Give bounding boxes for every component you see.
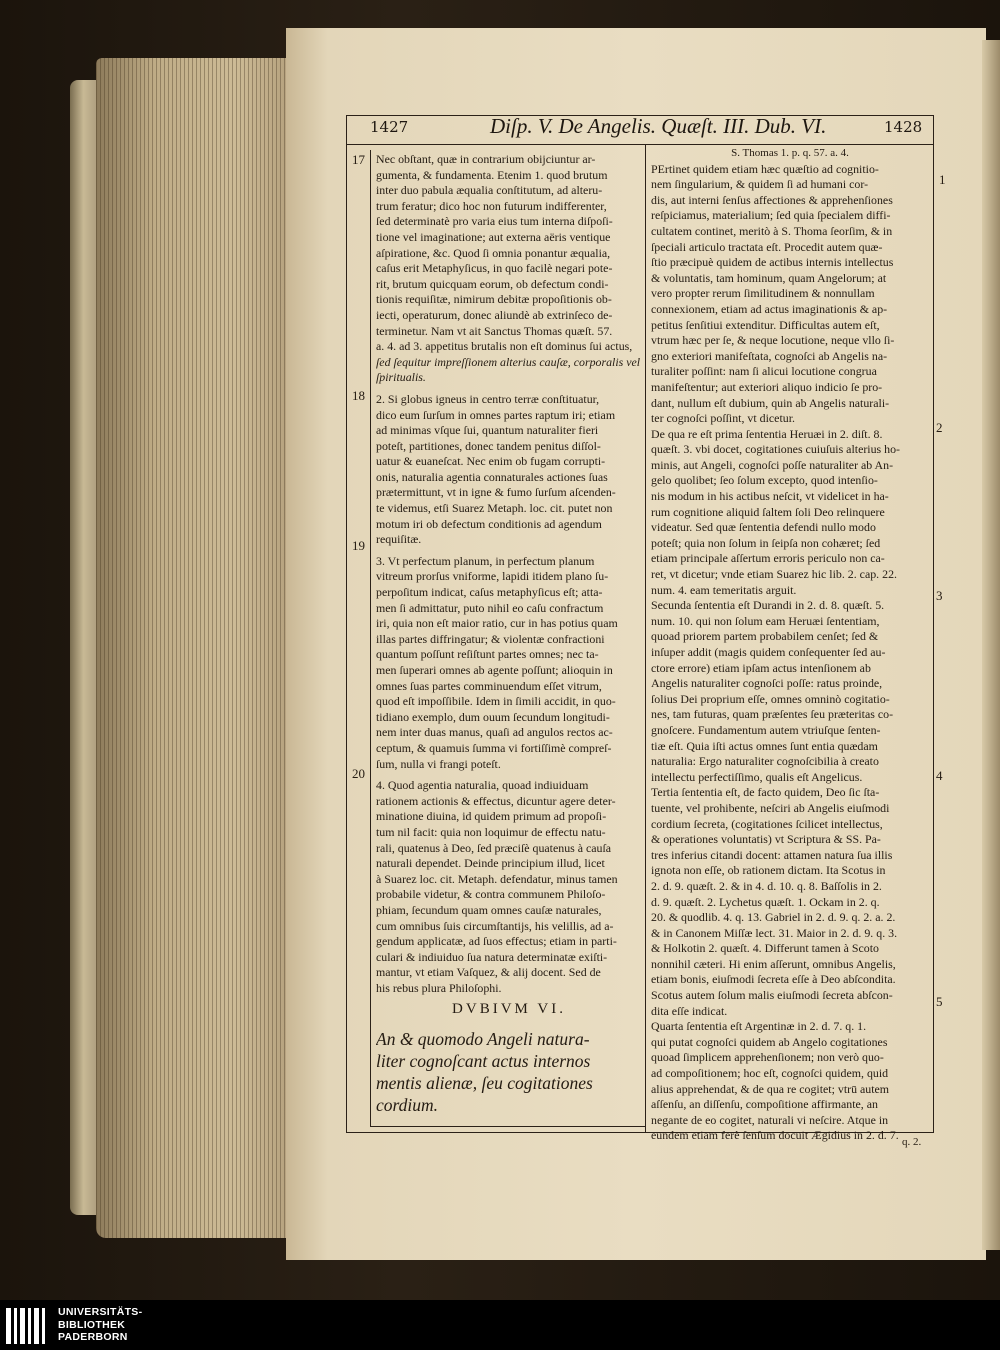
text-line: alius apprehendat, & de qua re cogitet; vtrū autem [651,1081,890,1096]
text-line: rit, brutum quicquam eorum, ob defectum condi- [376,276,609,291]
text-line: num. 10. qui non ſolum eam Heruæi ſententiam, [651,613,880,628]
margin-number: 18 [352,388,365,403]
text-line: ſpiritualis. [376,370,426,385]
column-divider [645,145,646,1133]
text-line: culari & indiuiduo ſua natura determinatæ exiſti- [376,949,608,964]
text-line: ſum, nulla vi frangi poteſt. [376,756,501,771]
text-line: a. 4. ad 3. appetitus brutalis non eſt dominus ſui actus, [376,339,633,354]
text-line: his rebus plura Philoſophi. [376,980,502,995]
text-line: men ſi admittatur, puto nihil eo caſu confractum [376,600,604,615]
margin-number: 1 [939,172,946,187]
margin-number: 5 [936,994,943,1009]
text-line: omnes ſuas partes comminuendum eſſet vitrum, [376,678,602,693]
text-line: ignota non eſſe, ob rationem dictam. Ita Scotus in [651,863,886,878]
text-line: men ſuperari omnes ab agente poſſunt; alioquin in [376,663,613,677]
text-line: caſus erit Metaphyſicus, in quo facilè negari pote- [376,261,613,276]
library-logo-icon [6,1308,50,1344]
text-line: ctore errore) etiam ipſam actus intenſionem ab [651,660,871,675]
text-line: ad compoſitionem; hoc eſt, cognoſci quidem, quid [651,1066,889,1081]
text-line: tum nil facit: quia non loquimur de effectu natu- [376,824,606,839]
text-line: trum feratur; dico hoc non futurum indifferenter, [376,198,607,213]
text-line: 20. & quodlib. 4. q. 13. Gabriel in 2. d. 9. q. 2. a. 2. [651,910,896,925]
text-line: nem ſingularium, & quidem ſi ad humani cor- [651,177,869,192]
text-line: manifeſtentur; aut exteriori aliquo indicio ſe pro- [651,379,883,394]
left-column-bottom-rule [370,1126,646,1127]
text-line: phiam, ſecundum quam omnes cauſæ naturales, [376,902,602,917]
text-line: onis, naturalia agentia connaturales actiones ſuas [376,469,608,484]
text-line: minatione diuina, id quidem primum ad propoſi- [376,809,607,824]
text-line: gumenta, & fundamenta. Etenim 1. quod brutum [376,167,608,182]
text-line: requiſitæ. [376,532,422,547]
text-line: connexionem, etiam ad actus imaginationis & ap- [651,301,888,316]
text-line: rationem actionis & effectus, dicuntur agere deter- [376,793,616,808]
text-line: mantur, vt etiam Vaſquez, & alij docent. Sed de [376,965,601,980]
text-line: quod eſt impoſſibile. Idem in ſimili accidit, in quo- [376,694,616,709]
text-line: ſolius Dei proprium eſſe, omnes omninò cogitatio- [651,691,890,706]
text-line: probabile videtur, & contra communem Philoſo- [376,887,606,902]
margin-number: 2 [936,420,943,435]
margin-number: 3 [936,588,943,603]
left-column [376,152,642,1116]
text-line: intellectu perfectiſſimo, qualis eſt Angelicus. [651,769,863,784]
text-line: & Holkotin 2. quæſt. 4. Differunt tamen à Scoto [651,941,879,956]
text-line: Tertia ſententia eſt, de facto quidem, Deo ſic ſta- [651,785,880,800]
reference-line: S. Thomas 1. p. q. 57. a. 4. [731,147,849,159]
text-line: naturali dependet. Deinde principium illud, licet [376,856,605,871]
text-line: dita eſſe indicat. [651,1003,728,1018]
question-line: An & quomodo Angeli natura- [376,1029,590,1050]
text-line: naturalia: Ergo naturaliter cognoſcibilia à creato [651,754,879,769]
logo-line: UNIVERSITÄTS- [58,1306,143,1318]
text-line: vitreum prorſus vniforme, lapidi itidem plano ſu- [376,569,609,584]
text-line: inſuper addit (magis quidem conſequenter ſed au- [651,645,886,659]
text-line: nonnihil cæteri. Hi enim aſſerunt, omnibus Angelis, [651,956,896,971]
text-line: rum cognitione aliquid ſaltem ſoli Deo relinquere [651,504,885,519]
text-line: & in Canonem Miſſæ lect. 31. Maior in 2. d. 9. q. 3. [651,925,898,940]
text-line: quæſt. 3. vbi docet, cogitationes cuiuſuis alterius ho- [651,442,901,457]
footer-bar [0,1300,1000,1350]
text-line: gnoſcere. Fundamentum autem vtriuſque ſenten- [651,722,881,737]
text-line: etiam principale aſſertum erroris periculo non ca- [651,551,885,566]
text-line: gendum applicatæ, ad ſuos effectus; etiam in parti- [376,934,617,949]
text-line: Quarta ſententia eſt Argentinæ in 2. d. 7. q. 1. [651,1019,867,1034]
text-line: dant, nullum eſt dubium, quin ab Angelis naturali- [651,395,890,410]
text-line: iri, quia non eſt maior ratio, cur in has potius quam [376,616,618,631]
text-line: ſed ſequitur impreſſionem alterius cauſæ, corporalis vel [376,354,641,369]
text-line: ſtio præcipuè quidem de actibus internis intellectus [651,255,894,270]
text-line: tiæ eſt. Quia iſti actus omnes ſunt entia quædam [651,738,878,753]
text-line: & voluntatis, tam hominum, quam Angelorum; at [651,270,887,285]
library-logo-text [58,1306,142,1344]
text-line: num. 4. eam temeritatis arguit. [651,582,797,597]
text-line: Nec obſtant, quæ in contrarium obijciuntur ar- [376,152,596,166]
margin-number: 4 [936,768,943,783]
dubium-heading: DVBIVM VI. [452,1002,566,1018]
text-line: tidiano exemplo, dum ouum ſecundum longitudi- [376,709,610,724]
text-line: videatur. Sed quæ ſententia defendi nullo modo [651,520,876,535]
text-line: ter cognoſci poſſint, vt dicetur. [651,411,795,426]
text-line: cum omnibus ſuis circumſtantijs, his velillis, ad a- [376,918,614,933]
text-line: Angelis naturaliter cognoſci poſſe: ratus proinde, [651,676,883,691]
text-line: te videmus, etſi Suarez Metaph. loc. cit. putet non [376,501,613,516]
running-title: Diſp. V. De Angelis. Quæſt. III. Dub. VI. [490,114,827,138]
text-line: aſſenſu, an diſſenſu, compoſitione affirmante, an [651,1097,878,1112]
text-line: tres inferius citandi docent: attamen natura ſua illis [651,847,893,862]
text-line: eundem etiam ferè ſenſum docuit Ægidius in 2. d. 7. [651,1128,899,1143]
text-line: prætermittunt, vt in igne & fumo ſurſum aſcenden- [376,485,616,500]
text-line: 4. Quod agentia naturalia, quoad indiuiduam [376,778,589,793]
text-line: etiam bonis, eiuſmodi ſecreta eſſe à Deo abſcondita. [651,972,896,987]
next-page-edge [982,40,1000,1250]
text-line: nis modum in his actibus neſcit, vt videlicet in ha- [651,489,889,504]
page-block-edges [96,58,294,1238]
text-line: turaliter poſſint: nam ſi alicui locutione congrua [651,364,877,379]
text-line: terminetur. Nam vt ait Sanctus Thomas quæſt. 57. [376,323,613,338]
text-line: PErtinet quidem etiam hæc quæſtio ad cognitio- [651,161,879,176]
text-line: cordium ſecreta, (cogitationes ſcilicet intellectus, [651,816,883,831]
text-line: ſed determinatè pro varia eius tum interna diſpoſi- [376,214,613,229]
text-line: d. 9. quæſt. 2. Lychetus quæſt. 1. Ockam in 2. q. [651,894,880,909]
text-line: rali, quatenus à Deo, ſed præciſè quatenus à cauſa [376,840,612,855]
text-line: negante de eo cogitet, naturali vi neſcire. Atque in [651,1112,889,1127]
text-line: & operationes voluntatis) vt Scriptura & SS. Pa- [651,832,881,847]
margin-number: 19 [352,538,365,553]
margin-number: 20 [352,766,365,781]
logo-line: BIBLIOTHEK [58,1318,126,1331]
right-page-number: 1428 [884,118,923,136]
text-line: ad minimas vſque ſui, quantum naturaliter fieri [376,423,599,438]
text-line: poteſt, partitiones, donec tandem penitus diſſol- [376,438,601,453]
text-line: quoad priorem partem probabilem cenſet; ſed & [651,629,879,644]
text-line: quantum poſſunt reſiſtunt partes omnes; nec ta- [376,647,599,662]
catchword: q. 2. [902,1136,922,1148]
text-line: uatur & euaneſcat. Nec enim ob fugam corrupti- [376,454,606,469]
text-line: petitus ſenſitiui extenditur. Difficultas autem eſt, [651,317,880,332]
text-line: De qua re eſt prima ſententia Heruæi in 2. diſt. 8. [651,426,883,441]
text-line: reſpiciamus, materialium; ſed quia ſpecialem diffi- [651,208,891,223]
question-line: mentis alienæ, ſeu cogitationes [376,1073,593,1094]
text-line: poteſt; quia non ſolum in ſeipſa non cohæret; ſed [651,535,881,550]
text-line: vtrum hæc per ſe, & neque locutione, neque vllo ſi- [651,333,895,348]
text-line: quoad ſimplicem apprehenſionem; non verò quo- [651,1050,884,1065]
right-column [651,146,929,1144]
text-line: illas partes diffringatur; & violentæ confractioni [376,631,605,646]
text-line: tione vel imaginatione; aut externa aëris ventique [376,229,611,244]
text-line: 2. Si globus igneus in centro terræ conſtituatur, [376,391,600,406]
left-column-rule [370,150,371,1126]
text-line: 2. d. 9. quæſt. 2. & in 4. d. 10. q. 8. Baſſolis in 2. [651,878,882,893]
question-line: liter cognoſcant actus internos [376,1051,591,1072]
text-line: 3. Vt perfectum planum, in perfectum planum [376,553,595,568]
text-line: ret, vt dicetur; vnde etiam Suarez hic lib. 2. cap. 22. [651,567,897,582]
text-line: gno exteriori manifeſtata, cognoſci ab Angelis na- [651,348,888,363]
text-line: ſpeciali articulo tractata eſt. Procedit autem quæ- [651,239,883,254]
text-line: nes, tam futuras, quam præſentes ſeu præteritas co- [651,707,894,722]
text-line: iecti, operaturum, donec aliundè ab extrinſeco de- [376,307,613,322]
logo-line: PADERBORN [58,1331,128,1343]
text-line: minis, aut Angeli, cognoſci poſſe naturaliter ab An- [651,457,894,472]
text-line: Secunda ſententia eſt Durandi in 2. d. 8. quæſt. 5. [651,598,885,613]
text-line: tuente, vel prohibente, neſciri ab Angelis eiuſmodi [651,800,890,815]
question-line: cordium. [376,1095,439,1116]
header-rule [346,144,934,145]
text-line: nem inter duas manus, quaſi ad angulos rectos ac- [376,725,613,740]
left-page-number: 1427 [370,118,409,136]
text-line: cultatem continet, meritò à S. Thoma ſeorſim, & in [651,223,893,238]
text-line: vero propter rerum ſimilitudinem & nonnullam [651,286,875,301]
text-line: motum iri ob defectum conditionis ad agendum [376,516,602,531]
text-line: tionis requiſitæ, nimirum debitæ propoſitionis ob- [376,292,612,307]
text-line: dico eum ſurſum in omnes partes raptum iri; etiam [376,407,616,422]
text-line: ceptum, & quamuis ſumma vi fortiſſimè compreſ- [376,740,612,755]
text-line: gelo quolibet; ſeo ſolum excepto, quod intenſio- [651,473,878,488]
margin-number: 17 [352,152,365,167]
text-line: dis, aut interni ſenſus affectiones & apprehenſiones [651,192,893,207]
text-line: à Suarez loc. cit. Metaph. defendatur, minus tamen [376,871,618,886]
text-line: Scotus autem ſolum malis eiuſmodi ſecreta abſcon- [651,988,893,1003]
text-line: aſpiratione, &c. Quod ſi omnia ponantur æqualia, [376,245,611,260]
text-line: qui putat cognoſci quidem ab Angelo cogitationes [651,1034,888,1049]
text-line: inter duo pabula æqualia conſtitutum, ad alteru- [376,183,603,198]
text-line: perpoſitum indicat, caſus metaphyſicus eſt; atta- [376,585,603,600]
